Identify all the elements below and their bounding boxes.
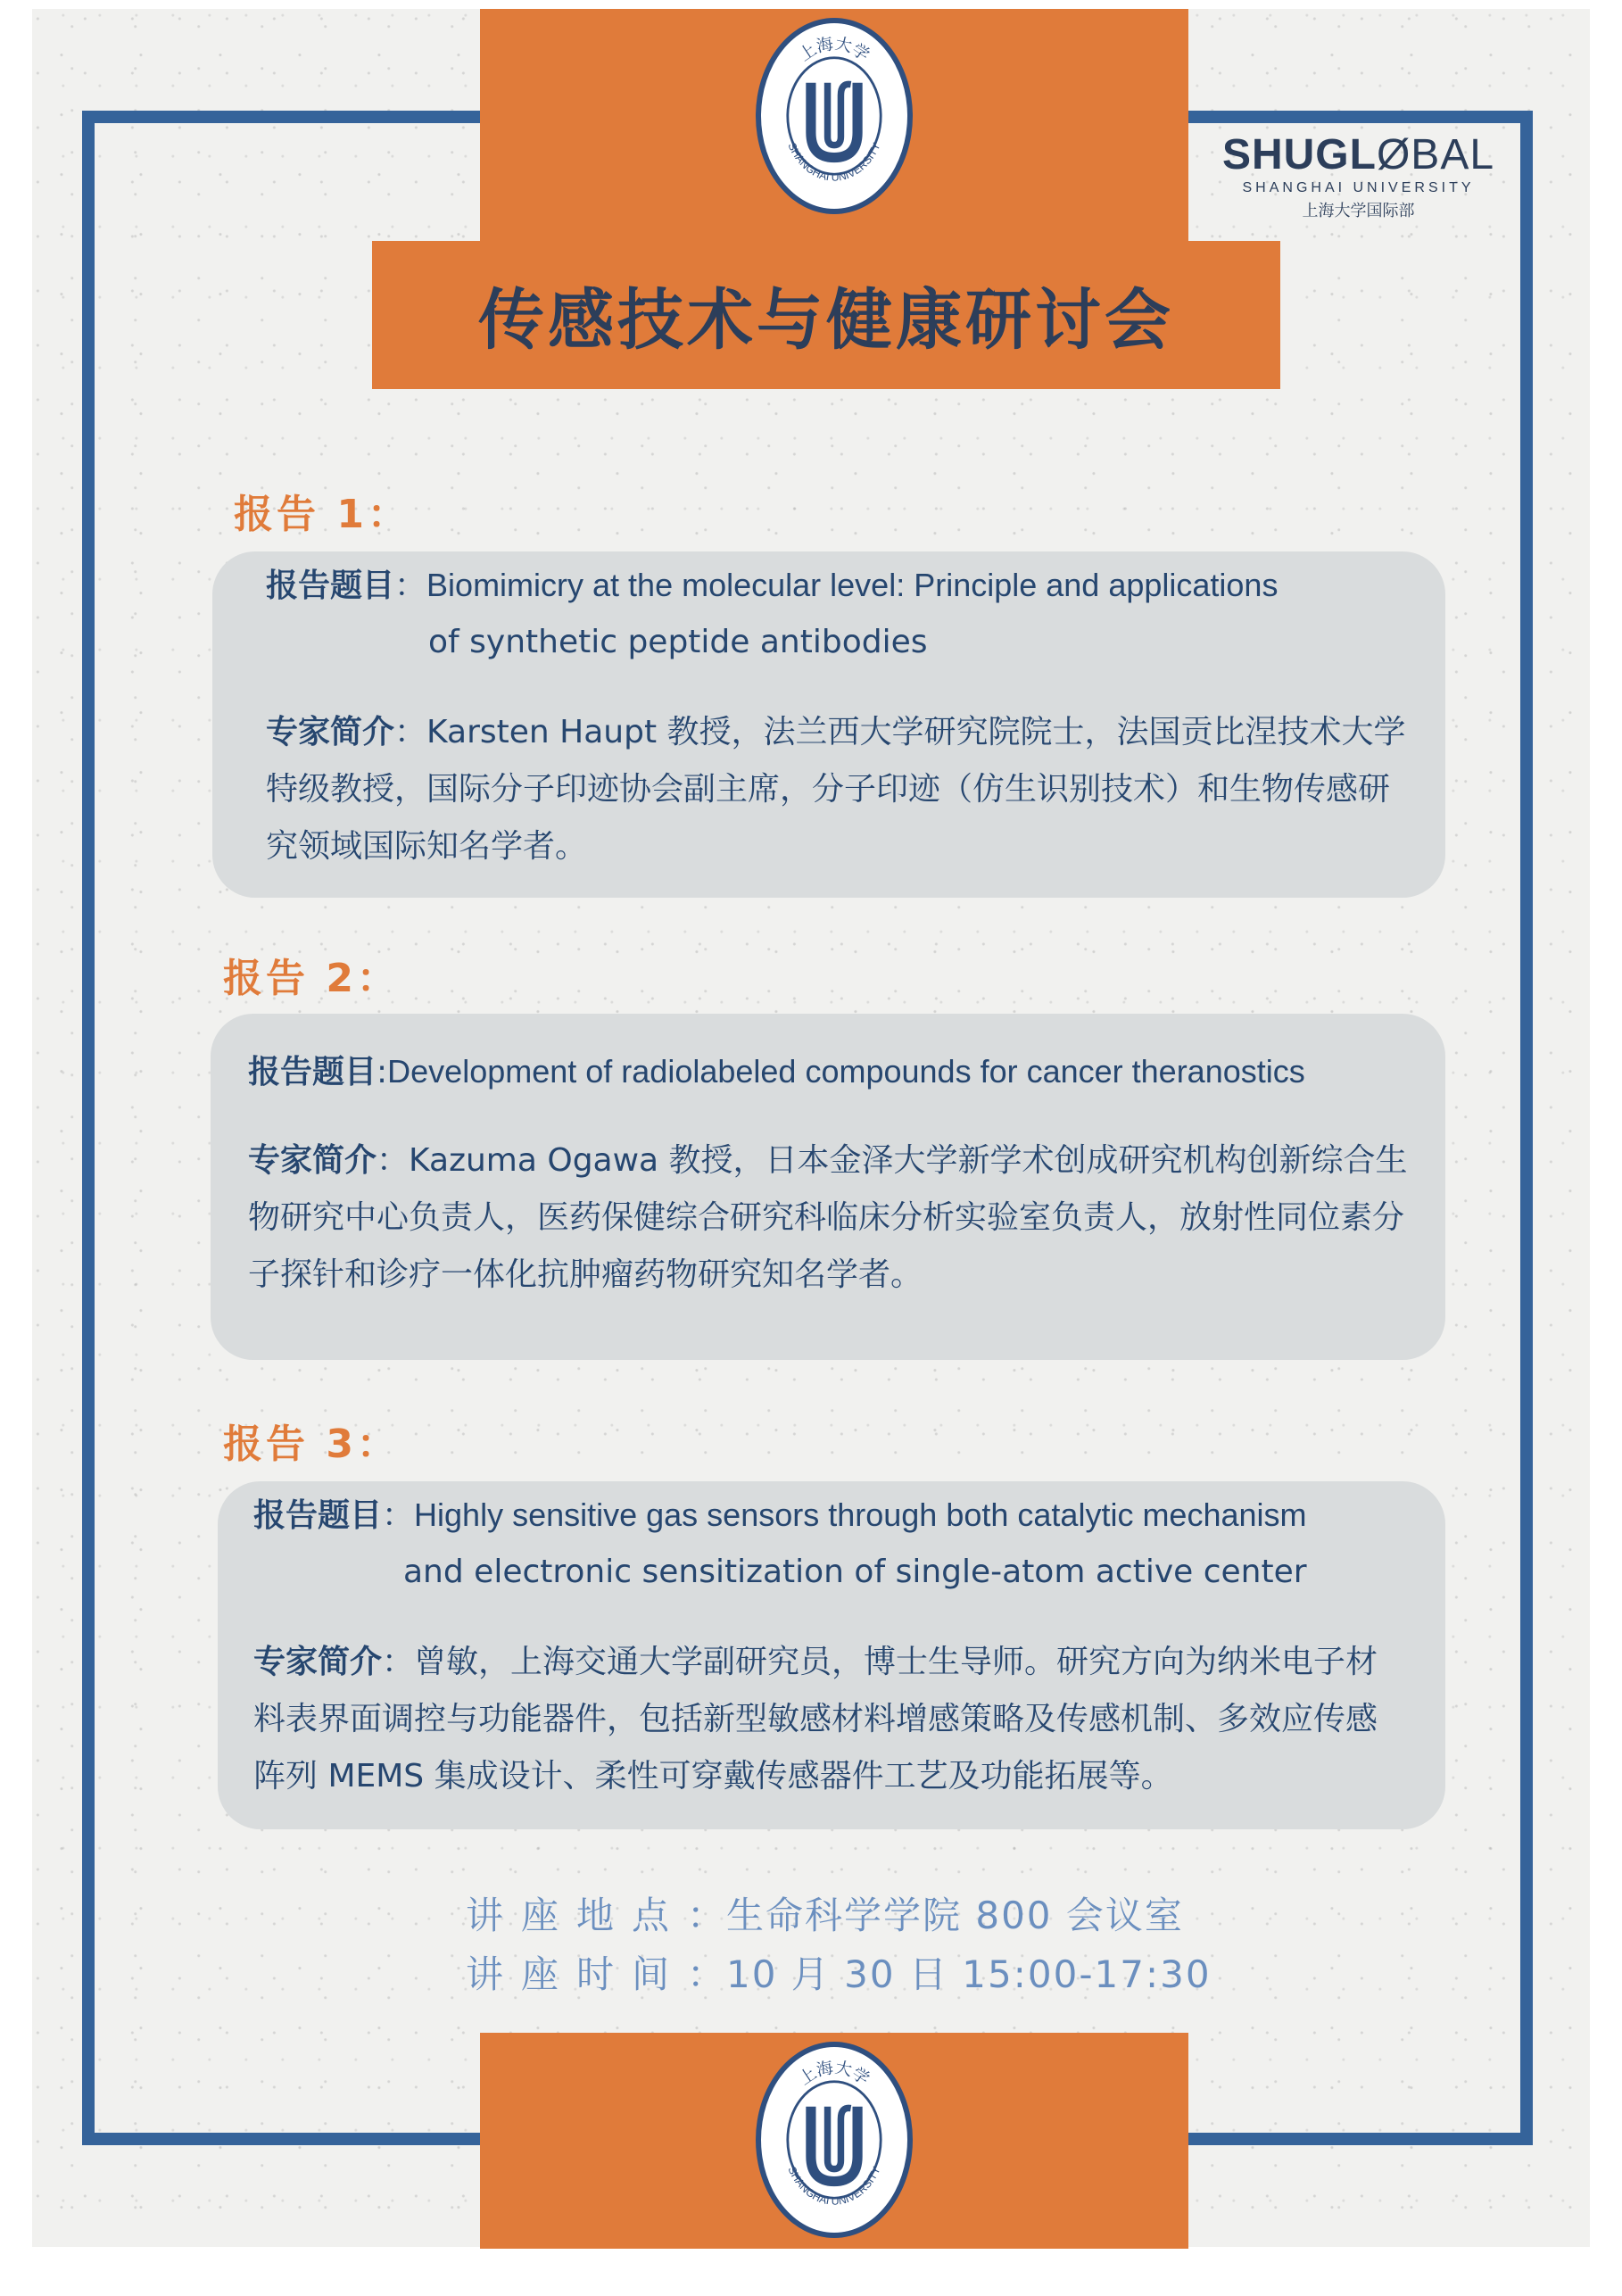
brand-subtitle: SHANGHAI UNIVERSITY [1242, 180, 1475, 195]
report-3-intro-line-3: 阵列 MEMS 集成设计、柔性可穿戴传感器件工艺及功能拓展等。 [253, 1758, 1173, 1795]
intro-separator: ： [382, 1644, 415, 1680]
brand-wordmark [1204, 131, 1512, 178]
venue-label: 讲座地点 [466, 1894, 688, 1937]
report-3-intro [253, 1642, 1378, 1682]
report-1-topic-line-2: of synthetic peptide antibodies [428, 624, 928, 660]
report-3-heading: 报告 3： [223, 1422, 400, 1467]
page-title: 传感技术与健康研讨会 [478, 282, 1174, 359]
time-value: ：10 月 30 日 15:00-17:30 [687, 1952, 1212, 1996]
intro-line-1: Kazuma Ogawa 教授，日本金泽大学新学术创成研究机构创新综合生 [409, 1142, 1408, 1179]
topic-line-1: Biomimicry at the molecular level: Principle and applications [426, 567, 1279, 603]
intro-label: 专家简介 [266, 714, 395, 750]
intro-separator: ： [394, 714, 427, 750]
report-1-intro-line-2: 特级教授，国际分子印迹协会副主席，分子印迹（仿生识别技术）和生物传感研 [266, 771, 1391, 808]
topic-label: 报告题目 [248, 1054, 377, 1090]
topic-separator: : [377, 1054, 388, 1090]
report-2-card [211, 1014, 1445, 1360]
report-2-intro-line-2: 物研究中心负责人，医药保健综合研究科临床分析实验室负责人，放射性同位素分 [248, 1199, 1405, 1236]
report-3-card [218, 1481, 1445, 1829]
university-seal-logo [756, 18, 913, 214]
time-line [466, 1945, 1212, 1999]
report-3-intro-line-2: 料表界面调控与功能器件，包括新型敏感材料增感策略及传感机制、多效应传感 [253, 1701, 1378, 1737]
report-1-card [212, 551, 1445, 898]
intro-line-1: Karsten Haupt 教授，法兰西大学研究院院士，法国贡比涅技术大学 [426, 714, 1406, 750]
topic-separator: ： [394, 568, 427, 604]
intro-label: 专家简介 [248, 1142, 377, 1179]
brand-subtitle-cn: 上海大学国际部 [1302, 202, 1415, 220]
title-banner [372, 241, 1280, 389]
brand-rest: BAL [1411, 131, 1495, 178]
report-2-intro [248, 1140, 1408, 1181]
report-1-heading: 报告 1： [234, 492, 410, 537]
topic-label: 报告题目 [253, 1497, 383, 1534]
topic-line-1: Development of radiolabeled compounds for cancer theranostics [387, 1053, 1305, 1090]
report-2-topic [248, 1051, 1305, 1092]
intro-label: 专家简介 [253, 1644, 383, 1680]
venue-line [466, 1886, 1184, 1940]
svg-text:SHANGHAI UNIVERSITY: SHANGHAI UNIVERSITY [785, 140, 883, 184]
topic-label: 报告题目 [266, 568, 395, 604]
brand-o: Ø [1376, 131, 1411, 178]
venue-value: ：生命科学学院 800 会议室 [687, 1894, 1184, 1937]
topic-line-1: Highly sensitive gas sensors through both catalytic mechanism [414, 1496, 1307, 1533]
report-1-topic [266, 565, 1278, 606]
report-3-topic [253, 1495, 1307, 1536]
report-2-intro-line-3: 子探针和诊疗一体化抗肿瘤药物研究知名学者。 [248, 1256, 923, 1293]
svg-text:上海大学: 上海大学 [796, 2058, 873, 2090]
report-1-intro [266, 712, 1406, 752]
brand-bold: SHUGL [1221, 131, 1377, 178]
svg-text:SHANGHAI UNIVERSITY: SHANGHAI UNIVERSITY [785, 2164, 883, 2208]
university-seal-logo-bottom [756, 2042, 913, 2238]
intro-line-1: 曾敏，上海交通大学副研究员，博士生导师。研究方向为纳米电子材 [414, 1644, 1378, 1680]
svg-text:上海大学: 上海大学 [796, 34, 873, 66]
report-3-topic-line-2: and electronic sensitization of single-atom active center [403, 1554, 1307, 1590]
shuglobal-logo [1204, 131, 1512, 221]
report-1-intro-line-3: 究领域国际知名学者。 [266, 828, 588, 865]
report-2-heading: 报告 2： [223, 956, 400, 1001]
time-label: 讲座时间 [466, 1952, 688, 1996]
topic-separator: ： [382, 1497, 415, 1534]
intro-separator: ： [377, 1142, 410, 1179]
